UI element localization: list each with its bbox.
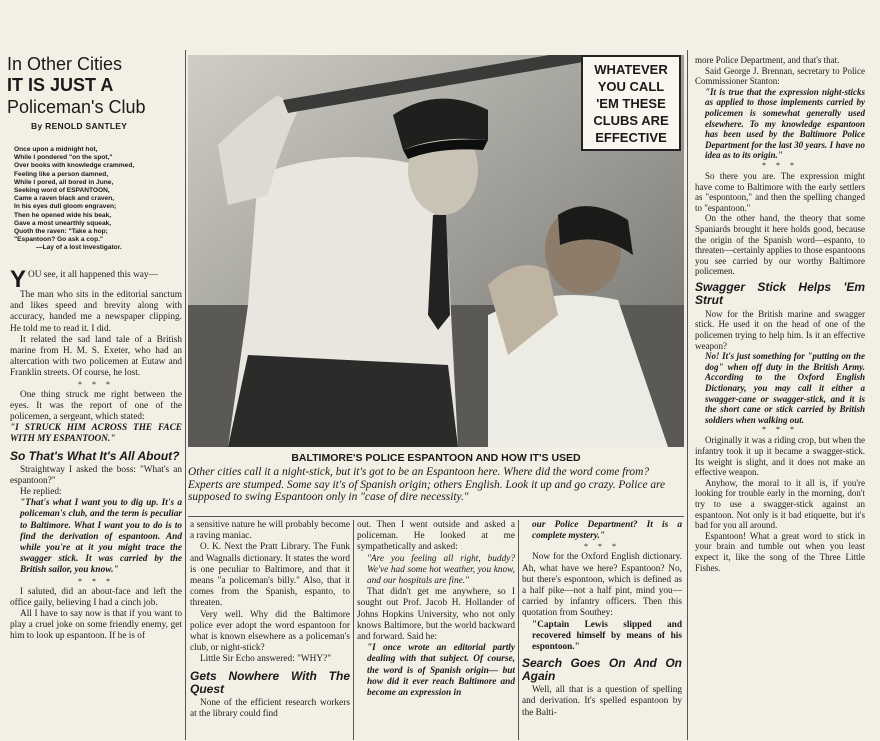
- paragraph: One thing struck me right between the eyes. It was the report of one of the policemen, a sergeant, which stated:: [10, 389, 182, 423]
- paragraph: Now for the Oxford English dictionary. Ah, what have we here? Espantoon? No, but there's espontoon, which is defined as a half pike—not a half pint, mind you—carried by infantry officers. Then this quotation from Southey:: [522, 552, 682, 619]
- box-line: CLUBS ARE: [593, 113, 669, 128]
- quote: "I once wrote an editorial partly dealing with that subject. Of course, the word is of Spanish origin— but how did it ever reach Baltimore and become an expression in: [367, 643, 515, 699]
- section-stars: * * *: [762, 160, 798, 170]
- photo-box-headline: [581, 55, 681, 151]
- poem-line: Seeking word of ESPANTOON,: [14, 187, 110, 195]
- paragraph: Said George J. Brennan, secretary to Police Commissioner Stanton:: [695, 65, 865, 87]
- box-line: WHATEVER: [594, 62, 668, 77]
- paragraph: It related the sad land tale of a British marine from H. M. S. Exeter, who had an altercation with two policemen at Eutaw and Franklin streets. Of course, he lost.: [10, 334, 182, 379]
- poem-line: While I pondered "on the spot,": [14, 154, 113, 162]
- column-rule: [518, 520, 519, 740]
- headline-line1: In Other Cities: [7, 54, 123, 74]
- poem-line: While I pored, all bored in June,: [14, 178, 114, 186]
- news-photo: [188, 55, 684, 447]
- paragraph: OU see, it all happened this way—: [28, 270, 158, 280]
- section-stars: * * *: [78, 379, 114, 389]
- section-stars: * * *: [78, 576, 114, 586]
- paragraph: I saluted, did an about-face and left the office gaily, believing I had a cinch job.: [10, 586, 182, 608]
- paragraph: Well, all that is a question of spelling and derivation. It's spelled espantoon by the Balti-: [522, 685, 682, 718]
- quote: our Police Department? It is a complete mystery.": [532, 520, 682, 542]
- column-rule: [687, 50, 688, 740]
- poem-attribution: —Lay of a lost Investigator.: [36, 244, 122, 252]
- poem-line: Then he opened wide his beak,: [14, 211, 112, 219]
- photo-caption: Other cities call it a night-stick, but it's got to be an Espantoon here. Where did the word come from? Experts are stumped. Some say it's of Spanish origin; others English. Look it up and go crazy. Police are supposed to swing Espantoon only in "case of dire necessity.": [188, 466, 666, 504]
- paragraph: None of the efficient research workers at the library could find: [190, 697, 350, 719]
- subhead: Gets Nowhere With The Quest: [190, 668, 350, 696]
- paragraph: more Police Department, and that's that.: [695, 55, 840, 65]
- section-stars: * * *: [584, 542, 620, 552]
- paragraph: Originally it was a riding crop, but when the infantry took it up it became a swagger-stick. Its weight is slight, and it does not make an effective weapon.: [695, 435, 865, 478]
- poem-line: "Espantoon? Go ask a cop.": [14, 236, 104, 244]
- paragraph: out. Then I went outside and asked a policeman. He looked at me sympathetically and asked:: [357, 520, 515, 553]
- photo-caption-title: BALTIMORE'S POLICE ESPANTOON AND HOW IT'S USED: [291, 452, 581, 464]
- paragraph: O. K. Next the Pratt Library. The Funk and Wagnalls dictionary. It states the word is one peculiar to Baltimore, and that it means "a policeman's billy." Also, that it comes from the Spanish, espanto, to threaten.: [190, 542, 350, 609]
- poem-line: Feeling like a person damned,: [14, 170, 109, 178]
- quote: "It is true that the expression night-sticks as applied to those implements carried by policemen is somewhat generally used elsewhere. To my knowledge espantoon has been used by the Baltimore Police Department for the last 30 years. I have no idea as to its origin.": [705, 86, 865, 161]
- poem-line: Quoth the raven: "Take a hop;: [14, 228, 108, 236]
- quote: "Are you feeling all right, buddy? We've had some hot weather, you know, and our hospitals are fine.": [367, 553, 515, 587]
- article-column-1: [10, 266, 182, 643]
- paragraph: The man who sits in the editorial sanctum and likes speed and brevity along with accuracy, handed me a newspaper clipping. He told me to read it. I did.: [10, 290, 182, 334]
- headline-line3: Policeman's Club: [7, 97, 146, 117]
- paragraph: a sensitive nature he will probably become a raving maniac.: [190, 520, 350, 542]
- poem-line: Came a raven black and craven,: [14, 195, 115, 203]
- article-column-5: [695, 55, 865, 573]
- paragraph: Little Sir Echo answered: "WHY?": [200, 654, 331, 665]
- byline: By RENOLD SANTLEY: [31, 121, 128, 131]
- poem-line: In his eyes dull gloom engraven;: [14, 203, 117, 211]
- column-rule: [353, 520, 354, 740]
- paragraph: So there you are. The expression might have come to Baltimore with the early settlers as "espontoon," and then the spelling changed to "espantoon.": [695, 170, 865, 213]
- section-stars: * * *: [762, 425, 798, 435]
- column-rule: [185, 50, 186, 740]
- article-column-2: [190, 520, 350, 720]
- subhead: Search Goes On And On Again: [522, 656, 682, 684]
- poem-line: Over books with knowledge crammed,: [14, 162, 135, 170]
- paragraph: Now for the British marine and swagger stick. He used it on the head of one of the policemen trying to help him. Is it an effective weapon?: [695, 308, 865, 351]
- poem: [14, 146, 182, 253]
- box-line: YOU CALL: [597, 79, 665, 94]
- paragraph: Espantoon! What a great word to stick in your brain and tumble out when you least expect it, like the song of the Three Little Fishes.: [695, 530, 865, 573]
- paragraph: That didn't get me anywhere, so I sought out Prof. Jacob H. Hollander of Johns Hopkins University, who not only knows Baltimore, but the world backward and forward. Said he:: [357, 587, 515, 643]
- poem-line: Gave a most unearthly squeak,: [14, 219, 112, 227]
- subhead: Swagger Stick Helps 'Em Strut: [695, 279, 865, 307]
- paragraph: He replied:: [20, 487, 62, 498]
- box-line: EFFECTIVE: [595, 130, 667, 145]
- paragraph: All I have to say now is that if you want to play a cruel joke on some friendly enemy, get him to look up espantoon. If he is of: [10, 609, 182, 642]
- paragraph: Anyhow, the moral to it all is, if you're looking for trouble early in the morning, don't try to use a swagger-stick against an espantoon. Not only is it bad etiquette, but it's bad for you all around.: [695, 477, 865, 531]
- article-column-3: [357, 520, 515, 699]
- quote: "I STRUCK HIM ACROSS THE FACE WITH MY ESPANTOON.": [10, 423, 182, 445]
- poem-line: Once upon a midnight hot,: [14, 146, 98, 153]
- paragraph: Very well. Why did the Baltimore police ever adopt the word espantoon for what is known elsewhere as a policeman's club, or night-stick?: [190, 609, 350, 654]
- quote: "Captain Lewis slipped and recovered himself by means of his espontoon.": [532, 619, 682, 653]
- subhead: So That's What It's All About?: [10, 448, 180, 463]
- article-column-4: [522, 520, 682, 719]
- headline-line2: IT IS JUST A: [7, 75, 114, 95]
- caption-rule: [188, 516, 684, 517]
- quote: No! It's just something for "putting on the dog" when off duty in the British Army. According to the Oxford English Dictionary, you may call it either a swagger-cane or swagger-stick, and it is the short cane or stick carried by British soldiers when walking out.: [705, 351, 865, 425]
- drop-cap: Y: [10, 266, 27, 293]
- box-line: 'EM THESE: [596, 96, 666, 111]
- headline-block: [7, 54, 182, 132]
- paragraph: On the other hand, the theory that some Spaniards brought it here holds good, because the origin of the Spanish word—espanto, to threaten—certainly applies to those espantoons you see carried by our worthy Baltimore policemen.: [695, 213, 865, 277]
- quote: "That's what I want you to dig up. It's a policeman's club, and the term is peculiar to Baltimore. What I want you to do is to find the derivation of espantoon. And while you're at it you might trace the swagger stick. It was carried by the British sailor, you know.": [20, 498, 182, 576]
- paragraph: Straightway I asked the boss: "What's an espantoon?": [10, 464, 182, 486]
